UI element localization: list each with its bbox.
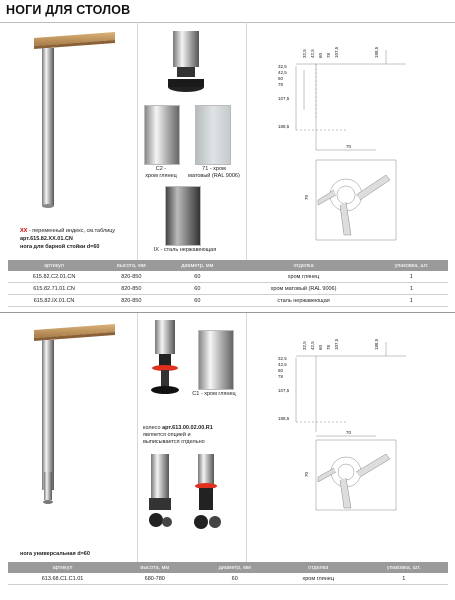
table-cell: 820-850 [100,283,162,295]
dim-label: 188,5 [278,124,290,129]
product-description: нога универсальная d=60 [20,551,90,557]
dim-label: 70 [304,194,309,200]
table-cell: 1 [375,283,448,295]
product-description: нога для барной стойки d=60 [20,244,100,250]
dim-label: 60 [278,76,284,81]
variable-index-text: - переменный индекс, см.таблицу [27,228,116,234]
dim-label: 78 [326,52,331,58]
table-cell: 615.82.C2.01.CN [8,271,100,283]
table-cell: 820-850 [100,295,162,307]
wheel-note-text: колесо [143,425,163,431]
page-title: НОГИ ДЛЯ СТОЛОВ [6,3,131,17]
divider [137,313,138,563]
column-header: диаметр, мм [192,562,276,573]
finish-c1-label: C1 - хром глянец [192,391,236,397]
table-cell: сталь нержавеющая [232,295,375,307]
stainless-steel-swatch [165,186,201,246]
column-header: упаковка, шт. [375,260,448,271]
table-cell: 60 [162,295,232,307]
dim-label: 32,5 [278,64,287,69]
chrome-gloss-swatch [198,330,234,390]
dim-label: 78 [278,82,284,87]
table-cell: хром глянец [277,573,360,585]
dim-label: 107,5 [334,338,339,350]
table-cell: 1 [360,573,448,585]
dim-label: 107,5 [334,46,339,58]
section-divider [0,312,455,313]
column-header: артикул [8,562,117,573]
dim-label: 42,5 [310,49,315,58]
dim-label: 32,5 [302,341,307,350]
wheel-option-note [143,425,243,446]
table-cell: 60 [192,573,276,585]
dim-label: 78 [326,344,331,350]
dim-label: 78 [278,374,284,379]
chrome-matte-swatch [195,105,231,165]
dim-label: 42,5 [310,341,315,350]
dim-label: 60 [318,344,323,350]
dim-label: 70 [346,144,352,149]
column-header: высота, мм [100,260,162,271]
dim-label: 32,5 [278,356,287,361]
divider [246,22,247,260]
column-header: высота, мм [117,562,192,573]
leg-detail-image [160,27,230,99]
table-cell: 1 [375,271,448,283]
column-header: отделка [277,562,360,573]
page-header [0,0,455,23]
table-cell: 1 [375,295,448,307]
wheel-note-text: является опцией и выписывается отдельно [143,432,205,445]
wheel-images [143,450,239,542]
table-cell: 615.82.71.01.CN [8,283,100,295]
table-header-row [8,562,448,573]
dim-label: 70 [346,430,352,435]
table-cell: хром матовый (RAL 9006) [232,283,375,295]
column-header: диаметр, мм [162,260,232,271]
dim-label: 107,5 [278,96,290,101]
universal-leg-image [20,322,120,522]
table-header-row [8,260,448,271]
technical-drawing [276,322,416,512]
finish-71-label: 71 - хром матовый (RAL 9006) [188,166,240,179]
column-header: упаковка, шт. [360,562,448,573]
table-row [8,271,448,283]
dim-label: 188,5 [278,416,290,421]
table-cell: 820-850 [100,271,162,283]
table-row [8,573,448,585]
dim-label: 107,5 [278,388,290,393]
dim-label: 32,5 [302,49,307,58]
table-cell: 60 [162,283,232,295]
dim-label: 188,5 [374,338,379,350]
table-row [8,283,448,295]
finish-c2-label: C2 - хром глянец [145,166,177,179]
table-cell: 60 [162,271,232,283]
table-row [8,295,448,307]
variable-index-note [20,228,140,235]
product-table [8,562,448,585]
chrome-gloss-swatch [144,105,180,165]
product-table [8,260,448,307]
dim-label: 60 [318,52,323,58]
finish-ix-label: IX - сталь нержавеющая [153,247,217,253]
column-header: отделка [232,260,375,271]
wheel-article: арт.613.00.02.00.R1 [162,425,213,431]
table-cell: 613.68.C1.C1.01 [8,573,117,585]
dim-label: 42,5 [278,70,287,75]
dim-label: 188,5 [374,46,379,58]
divider [246,313,247,563]
dim-label: 60 [278,368,284,373]
technical-drawing [276,30,416,250]
divider [137,22,138,260]
column-header: артикул [8,260,100,271]
article-number: арт.615.82.XX.01.CN [20,236,73,242]
table-cell: 615.82.IX.01.CN [8,295,100,307]
table-leg-image [20,30,120,210]
dim-label: 42,5 [278,362,287,367]
dim-label: 70 [304,471,309,477]
table-cell: хром глянец [232,271,375,283]
table-cell: 680-780 [117,573,192,585]
variable-index-prefix: XX [20,228,28,234]
